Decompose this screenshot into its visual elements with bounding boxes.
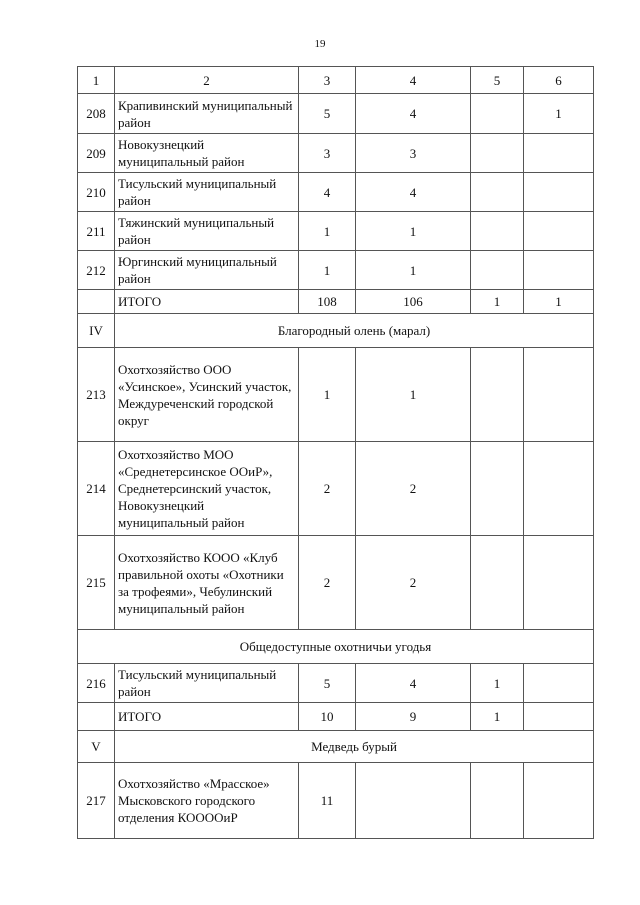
hunting-quota-table (77, 66, 594, 839)
row-name: Тисульский муниципальный район (115, 173, 299, 212)
cell-col5 (471, 348, 524, 442)
table-row (78, 348, 594, 442)
cell-col6: 1 (524, 94, 594, 134)
cell-col5 (471, 251, 524, 290)
row-name: Охотхозяйство КООО «Клуб правильной охоты «Охотники за трофеями», Чебулинский муниципальный район (115, 536, 299, 630)
cell-col5: 1 (471, 290, 524, 314)
row-name: Тяжинский муниципальный район (115, 212, 299, 251)
table-row (78, 173, 594, 212)
section-title: Благородный олень (марал) (115, 314, 594, 348)
cell-col3: 2 (299, 442, 356, 536)
row-name: Юргинский муниципальный район (115, 251, 299, 290)
cell-col3: 4 (299, 173, 356, 212)
table-row (78, 134, 594, 173)
row-number: 217 (78, 763, 115, 839)
row-number: 209 (78, 134, 115, 173)
cell-col6: 1 (524, 290, 594, 314)
cell-col6 (524, 348, 594, 442)
row-number: 211 (78, 212, 115, 251)
cell-col5 (471, 763, 524, 839)
cell-col4: 2 (356, 536, 471, 630)
cell-col3: 1 (299, 212, 356, 251)
row-number: 214 (78, 442, 115, 536)
cell-col5 (471, 173, 524, 212)
cell-col5 (471, 442, 524, 536)
header-cell-3: 3 (299, 67, 356, 94)
cell-col5: 1 (471, 664, 524, 703)
total-row (78, 290, 594, 314)
row-name: Охотхозяйство МОО «Среднетерсинское ООиР», Среднетерсинский участок, Новокузнецкий муниципальный район (115, 442, 299, 536)
cell-col4: 4 (356, 173, 471, 212)
cell-col4: 4 (356, 664, 471, 703)
cell-col3: 2 (299, 536, 356, 630)
row-number (78, 290, 115, 314)
cell-col4: 1 (356, 348, 471, 442)
cell-col3: 10 (299, 703, 356, 731)
cell-col3: 3 (299, 134, 356, 173)
total-label: ИТОГО (115, 703, 299, 731)
cell-col4 (356, 763, 471, 839)
row-number: 215 (78, 536, 115, 630)
section-row (78, 731, 594, 763)
row-name: Крапивинский муниципальный район (115, 94, 299, 134)
row-number: 216 (78, 664, 115, 703)
row-number: 213 (78, 348, 115, 442)
row-name: Охотхозяйство ООО «Усинское», Усинский участок, Междуреченский городской округ (115, 348, 299, 442)
subsection-row (78, 630, 594, 664)
row-name: Новокузнецкий муниципальный район (115, 134, 299, 173)
cell-col6 (524, 442, 594, 536)
table-row (78, 251, 594, 290)
cell-col6 (524, 664, 594, 703)
cell-col4: 4 (356, 94, 471, 134)
section-title: Медведь бурый (115, 731, 594, 763)
page-number: 19 (314, 38, 326, 50)
row-number: 210 (78, 173, 115, 212)
table-row (78, 664, 594, 703)
cell-col3: 108 (299, 290, 356, 314)
section-row (78, 314, 594, 348)
table-row (78, 442, 594, 536)
cell-col4: 1 (356, 212, 471, 251)
section-number: V (78, 731, 115, 763)
section-number: IV (78, 314, 115, 348)
cell-col6 (524, 251, 594, 290)
cell-col3: 5 (299, 664, 356, 703)
cell-col4: 2 (356, 442, 471, 536)
header-cell-5: 5 (471, 67, 524, 94)
table-row (78, 763, 594, 839)
cell-col5 (471, 212, 524, 251)
header-cell-2: 2 (115, 67, 299, 94)
cell-col3: 1 (299, 251, 356, 290)
header-row (78, 67, 594, 94)
header-cell-4: 4 (356, 67, 471, 94)
cell-col6 (524, 134, 594, 173)
subsection-title: Общедоступные охотничьи угодья (78, 630, 594, 664)
cell-col5 (471, 94, 524, 134)
cell-col6 (524, 536, 594, 630)
cell-col3: 5 (299, 94, 356, 134)
header-cell-6: 6 (524, 67, 594, 94)
table-row (78, 212, 594, 251)
cell-col4: 1 (356, 251, 471, 290)
row-number: 212 (78, 251, 115, 290)
cell-col5 (471, 134, 524, 173)
cell-col6 (524, 703, 594, 731)
cell-col3: 1 (299, 348, 356, 442)
cell-col5: 1 (471, 703, 524, 731)
cell-col5 (471, 536, 524, 630)
row-name: Охотхозяйство «Мрасское» Мысковского городского отделения КООООиР (115, 763, 299, 839)
cell-col4: 106 (356, 290, 471, 314)
table-row (78, 94, 594, 134)
header-cell-1: 1 (78, 67, 115, 94)
total-row (78, 703, 594, 731)
row-number (78, 703, 115, 731)
total-label: ИТОГО (115, 290, 299, 314)
cell-col3: 11 (299, 763, 356, 839)
cell-col6 (524, 173, 594, 212)
cell-col6 (524, 212, 594, 251)
row-number: 208 (78, 94, 115, 134)
cell-col6 (524, 763, 594, 839)
row-name: Тисульский муниципальный район (115, 664, 299, 703)
cell-col4: 9 (356, 703, 471, 731)
cell-col4: 3 (356, 134, 471, 173)
table-row (78, 536, 594, 630)
